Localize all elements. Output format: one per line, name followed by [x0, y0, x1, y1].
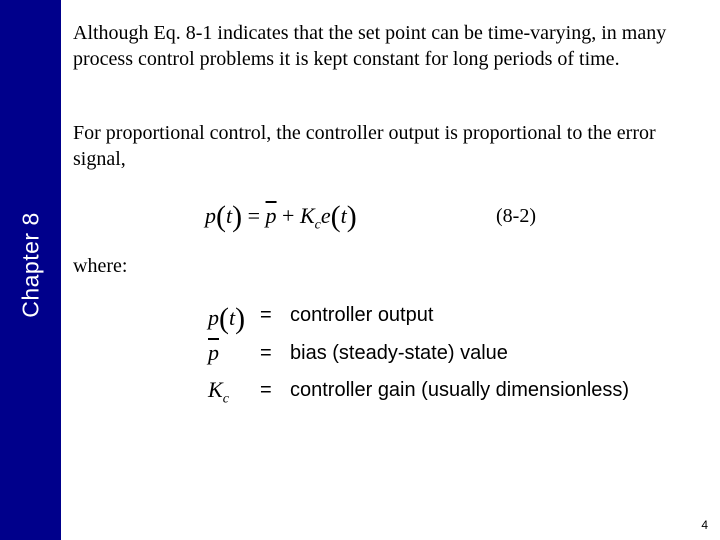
- eq-p: p: [205, 203, 216, 228]
- definition-row: [208, 377, 688, 411]
- where-label: where:: [73, 255, 128, 277]
- proportional-paragraph: For proportional control, the controller output is proportional to the error signal,: [73, 122, 656, 170]
- definition-text: bias (steady-state) value: [290, 342, 508, 364]
- definition-equals: =: [260, 342, 272, 364]
- intro-paragraph: Although Eq. 8-1 indicates that the set point can be time-varying, in many process control problems it is kept constant for long periods of time.: [73, 22, 667, 70]
- eq-pbar: $\overline{p}$: [265, 203, 277, 228]
- definition-row: [208, 340, 688, 374]
- definition-text: controller output: [290, 304, 434, 326]
- eq-t2: t: [340, 203, 347, 228]
- eq-e: e: [320, 203, 331, 228]
- definition-equals: =: [260, 379, 272, 401]
- chapter-label: Chapter 8: [17, 212, 44, 318]
- definition-symbol: $K_c$: [208, 377, 229, 407]
- page-number: 4: [701, 518, 708, 532]
- eq-plus: +: [282, 203, 295, 228]
- eq-equals: =: [247, 203, 261, 228]
- definition-row: [208, 302, 688, 336]
- equation-number: (8-2): [496, 205, 536, 227]
- definition-text: controller gain (usually dimensionless): [290, 379, 630, 401]
- chapter-sidebar: [0, 0, 61, 540]
- eq-c: c: [314, 217, 321, 233]
- eq-t: t: [226, 203, 233, 228]
- definition-equals: =: [260, 304, 272, 326]
- equation-8-2: $p(t) = \overline{p} + K_ce(t)$: [205, 200, 357, 233]
- definition-symbol: $\overline{p}$: [208, 340, 219, 365]
- eq-K: K: [299, 203, 315, 228]
- definition-symbol: p(t): [208, 302, 246, 335]
